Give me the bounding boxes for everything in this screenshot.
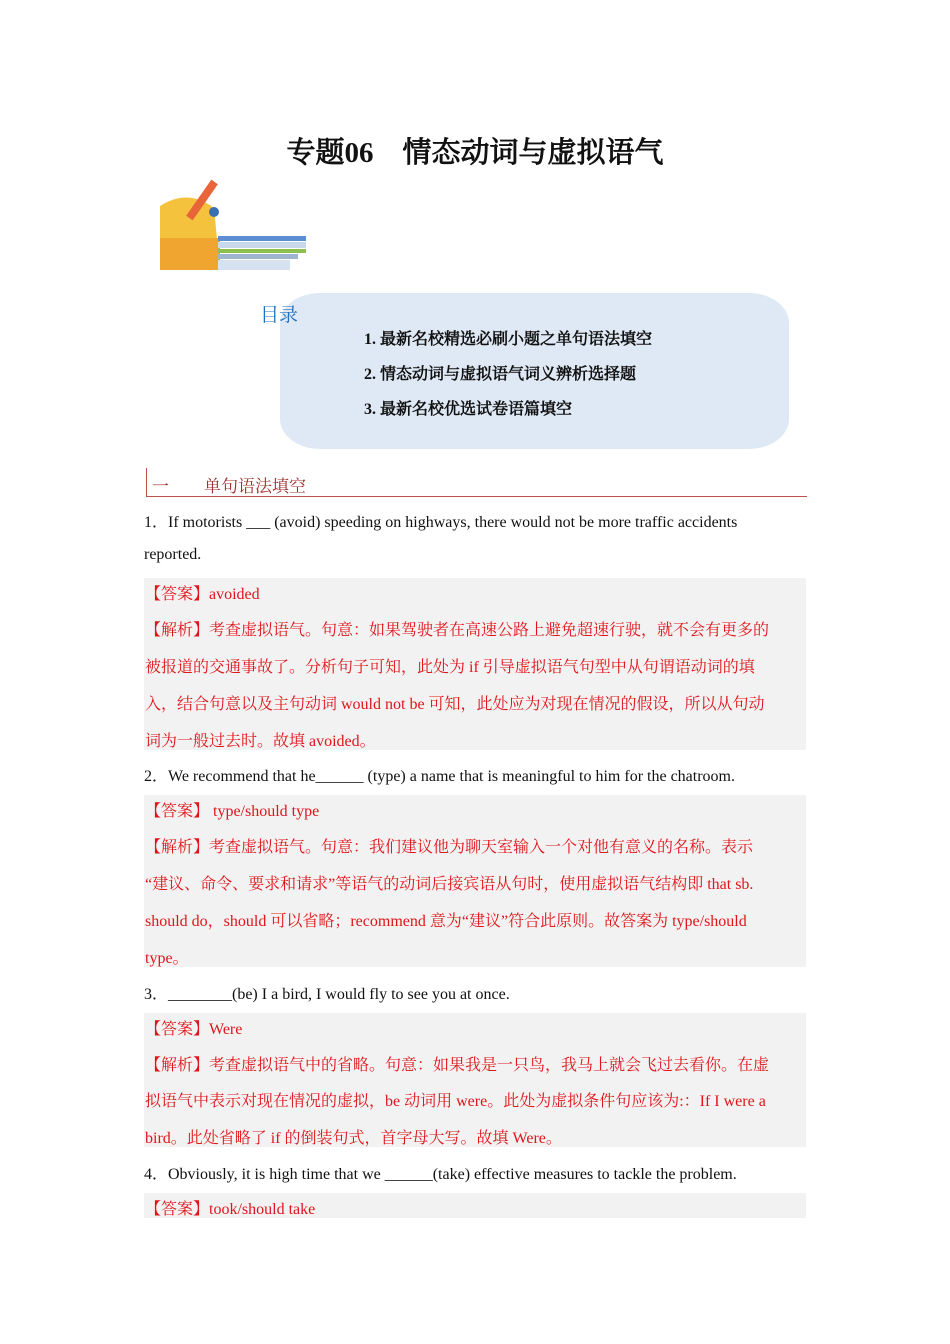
- page-title: 专题06 情态动词与虚拟语气: [286, 137, 664, 169]
- analysis-text: 拟语气中表示对现在情况的虚拟，be 动词用 were。此处为虚拟条件句应该为:：If I were a: [145, 1093, 766, 1110]
- toc-item[interactable]: 3. 最新名校优选试卷语篇填空: [364, 401, 573, 418]
- toc-item[interactable]: 1. 最新名校精选必刷小题之单句语法填空: [364, 331, 653, 348]
- pencil-books-illustration-icon: [158, 178, 308, 272]
- question-text: 3．________(be) I a bird, I would fly to see you at once.: [144, 986, 510, 1003]
- toc-label: 目录: [260, 304, 299, 326]
- analysis-text: 词为一般过去时。故填 avoided。: [145, 733, 376, 750]
- question-text: reported.: [144, 546, 202, 563]
- answer-text: 【答案】avoided: [145, 586, 260, 603]
- answer-text: 【答案】 type/should type: [145, 803, 320, 820]
- analysis-text: 【解析】考查虚拟语气中的省略。句意：如果我是一只鸟，我马上就会飞过去看你。在虚: [145, 1057, 770, 1074]
- section-title: 单句语法填空: [204, 477, 306, 496]
- question-text: 2．We recommend that he______ (type) a name that is meaningful to him for the chatroom.: [144, 768, 735, 785]
- analysis-text: type。: [145, 950, 189, 967]
- analysis-text: bird。此处省略了 if 的倒装句式，首字母大写。故填 Were。: [145, 1130, 562, 1147]
- analysis-text: 入，结合句意以及主句动词 would not be 可知，此处应为对现在情况的假设，所以从句动: [145, 696, 765, 713]
- question-text: 4．Obviously, it is high time that we ______(take) effective measures to tackle the problem.: [144, 1166, 737, 1183]
- answer-text: 【答案】Were: [145, 1021, 243, 1038]
- analysis-text: “建议、命令、要求和请求”等语气的动词后接宾语从句时，使用虚拟语气结构即 that sb.: [145, 876, 754, 893]
- analysis-text: should do，should 可以省略；recommend 意为“建议”符合此原则。故答案为 type/should: [145, 913, 747, 930]
- analysis-text: 被报道的交通事故了。分析句子可知，此处为 if 引导虚拟语气句型中从句谓语动词的填: [145, 659, 755, 676]
- analysis-text: 【解析】考查虚拟语气。句意：我们建议他为聊天室输入一个对他有意义的名称。表示: [145, 839, 754, 856]
- answer-text: 【答案】took/should take: [145, 1201, 316, 1218]
- question-text: 1．If motorists ___ (avoid) speeding on highways, there would not be more traffic accidents: [144, 514, 738, 531]
- analysis-text: 【解析】考查虚拟语气。句意：如果驾驶者在高速公路上避免超速行驶，就不会有更多的: [145, 622, 770, 639]
- toc-item[interactable]: 2. 情态动词与虚拟语气词义辨析选择题: [364, 366, 637, 383]
- section-number: 一: [152, 477, 169, 496]
